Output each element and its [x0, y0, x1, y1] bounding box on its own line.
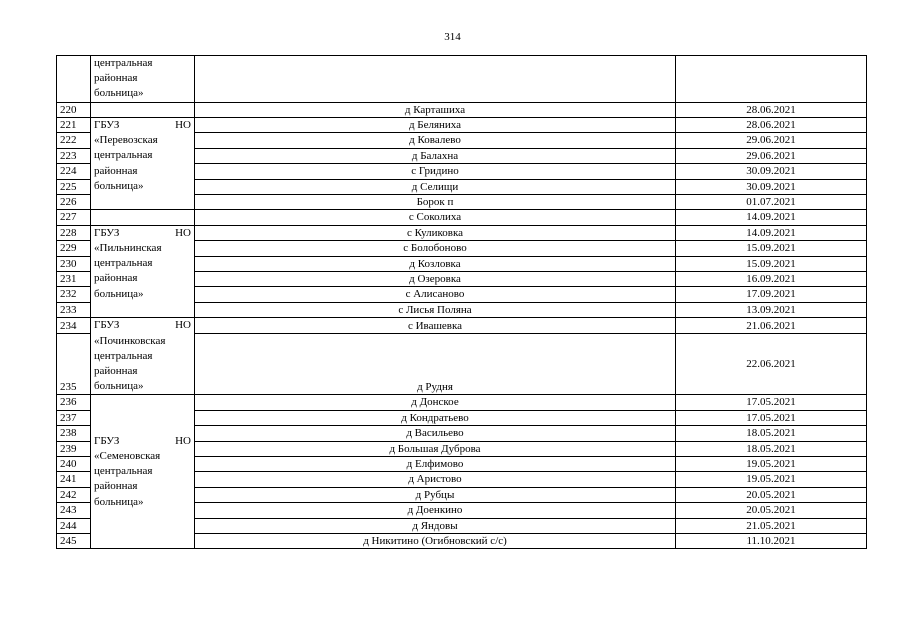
org-line: «Починковская: [94, 334, 166, 347]
date-cell: 16.09.2021: [676, 272, 867, 287]
row-number-cell: 237: [57, 410, 91, 425]
org-suffix: НО: [175, 226, 191, 239]
organization-cell: [91, 210, 195, 225]
settlement-cell: д Донское: [195, 395, 676, 410]
org-line: центральная: [94, 349, 153, 362]
row-number-cell: 240: [57, 456, 91, 471]
row-number-cell: 244: [57, 518, 91, 533]
settlement-cell: д Яндовы: [195, 518, 676, 533]
settlement-cell: с Лисья Поляна: [195, 302, 676, 317]
organization-cell: [91, 102, 195, 117]
row-number-cell: 232: [57, 287, 91, 302]
settlement-cell: д Рубцы: [195, 487, 676, 502]
date-cell: 22.06.2021: [676, 334, 867, 395]
settlement-cell: с Алисаново: [195, 287, 676, 302]
table-row: [57, 210, 867, 225]
row-number-cell: 223: [57, 148, 91, 163]
org-line: центральная: [94, 149, 153, 162]
row-number-cell: 228: [57, 225, 91, 240]
date-cell: 11.10.2021: [676, 533, 867, 548]
organization-cell: [91, 395, 195, 549]
row-number-cell: 225: [57, 179, 91, 194]
settlement-cell: д Озеровка: [195, 272, 676, 287]
settlement-cell: д Елфимово: [195, 456, 676, 471]
table-row: [57, 118, 867, 133]
row-number-cell: 235: [57, 334, 91, 395]
org-prefix: ГБУЗ: [94, 119, 120, 132]
table-row: [57, 56, 867, 103]
row-number-cell: 220: [57, 102, 91, 117]
date-cell: 20.05.2021: [676, 503, 867, 518]
settlement-cell: д Большая Дуброва: [195, 441, 676, 456]
settlement-cell: д Никитино (Огибновский с/с): [195, 533, 676, 548]
date-cell: 29.06.2021: [676, 148, 867, 163]
org-line: районная: [94, 272, 138, 285]
org-prefix: ГБУЗ: [94, 226, 120, 239]
organization-cell: [91, 225, 195, 317]
org-line: «Пильнинская: [94, 242, 162, 255]
date-cell: 19.05.2021: [676, 456, 867, 471]
org-line: районная: [94, 164, 138, 177]
org-line: районная: [94, 480, 138, 493]
settlement-cell: д Аристово: [195, 472, 676, 487]
date-cell: 18.05.2021: [676, 441, 867, 456]
org-prefix: ГБУЗ: [94, 319, 120, 332]
row-number-cell: 231: [57, 272, 91, 287]
settlement-cell: д Рудня: [195, 334, 676, 395]
settlement-cell: с Ивашевка: [195, 318, 676, 334]
date-cell: 17.09.2021: [676, 287, 867, 302]
row-number-cell: 245: [57, 533, 91, 548]
table-row: [57, 225, 867, 240]
settlement-cell: с Куликовка: [195, 225, 676, 240]
table-row: [57, 318, 867, 334]
org-line: больница»: [94, 87, 144, 100]
org-suffix: НО: [175, 119, 191, 132]
row-number-cell: 230: [57, 256, 91, 271]
settlement-cell: д Васильево: [195, 426, 676, 441]
row-number-cell: 224: [57, 164, 91, 179]
date-cell: 21.06.2021: [676, 318, 867, 334]
row-number-cell: 234: [57, 318, 91, 334]
date-cell: 14.09.2021: [676, 225, 867, 240]
org-line: центральная: [94, 257, 153, 270]
org-line: центральная: [94, 465, 153, 478]
date-cell: 15.09.2021: [676, 256, 867, 271]
row-number-cell: 241: [57, 472, 91, 487]
date-cell: 15.09.2021: [676, 241, 867, 256]
date-cell: 14.09.2021: [676, 210, 867, 225]
row-number-cell: 227: [57, 210, 91, 225]
date-cell: 30.09.2021: [676, 179, 867, 194]
organization-cell: [91, 318, 195, 395]
settlement-cell: д Беляниха: [195, 118, 676, 133]
settlement-cell: д Карташиха: [195, 102, 676, 117]
schedule-table: [56, 55, 867, 549]
settlement-cell: д Балахна: [195, 148, 676, 163]
org-suffix: НО: [175, 434, 191, 447]
table-row: [57, 102, 867, 117]
settlement-cell: Борок п: [195, 195, 676, 210]
date-cell: 29.06.2021: [676, 133, 867, 148]
date-cell: 28.06.2021: [676, 118, 867, 133]
row-number-cell: 238: [57, 426, 91, 441]
row-number-cell: 242: [57, 487, 91, 502]
date-cell: 01.07.2021: [676, 195, 867, 210]
org-line: больница»: [94, 287, 144, 300]
org-line: больница»: [94, 179, 144, 192]
row-number-cell: 222: [57, 133, 91, 148]
page-number: 314: [444, 31, 461, 43]
org-line: больница»: [94, 495, 144, 508]
settlement-cell: д Ковалево: [195, 133, 676, 148]
settlement-cell: с Соколиха: [195, 210, 676, 225]
settlement-cell: д Кондратьево: [195, 410, 676, 425]
date-cell: 13.09.2021: [676, 302, 867, 317]
organization-cell: [91, 118, 195, 210]
settlement-cell: д Селищи: [195, 179, 676, 194]
org-line: районная: [94, 364, 138, 377]
date-cell: [676, 56, 867, 103]
date-cell: 17.05.2021: [676, 410, 867, 425]
table-row: [57, 395, 867, 410]
row-number-cell: 233: [57, 302, 91, 317]
row-number-cell: 229: [57, 241, 91, 256]
date-cell: 18.05.2021: [676, 426, 867, 441]
org-suffix: НО: [175, 319, 191, 332]
org-prefix: ГБУЗ: [94, 434, 120, 447]
org-line: центральная: [94, 57, 153, 69]
settlement-cell: д Доенкино: [195, 503, 676, 518]
date-cell: 17.05.2021: [676, 395, 867, 410]
date-cell: 20.05.2021: [676, 487, 867, 502]
org-line: «Перевозская: [94, 134, 158, 147]
date-cell: 30.09.2021: [676, 164, 867, 179]
row-number-cell: 243: [57, 503, 91, 518]
organization-cell: [91, 56, 195, 103]
org-line: больница»: [94, 380, 144, 393]
settlement-cell: д Козловка: [195, 256, 676, 271]
org-line: районная: [94, 72, 138, 85]
settlement-cell: с Гридино: [195, 164, 676, 179]
settlement-cell: с Болобоново: [195, 241, 676, 256]
row-number-cell: 236: [57, 395, 91, 410]
row-number-cell: 221: [57, 118, 91, 133]
date-cell: 28.06.2021: [676, 102, 867, 117]
org-line: «Семеновская: [94, 450, 161, 463]
row-number-cell: 239: [57, 441, 91, 456]
row-number-cell: 226: [57, 195, 91, 210]
date-cell: 19.05.2021: [676, 472, 867, 487]
date-cell: 21.05.2021: [676, 518, 867, 533]
row-number-cell: [57, 56, 91, 103]
settlement-cell: [195, 56, 676, 103]
